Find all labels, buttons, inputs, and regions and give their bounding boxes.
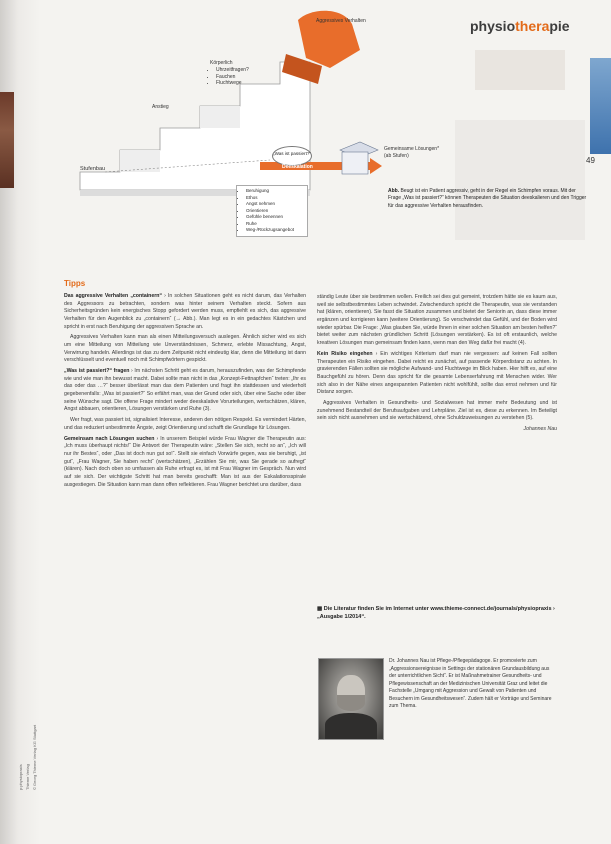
- author-photo: [318, 658, 384, 740]
- list-item: • Fluchtwege: [216, 80, 270, 87]
- edge-photo-strip: [0, 92, 14, 188]
- caption-text: Beugt ist ein Patient aggressiv, geht in der Regel ein Schimpfen voraus. Mit der Frage „Was ist passiert?“ können Therapeuten die Situation deeskalieren und den Trigger für das aggressive Verhalten herausfinden.: [388, 188, 587, 209]
- list-item: • Uhrzeitfragen?: [216, 67, 270, 74]
- paragraph-keyword: Kein Risiko eingehen: [317, 350, 373, 357]
- staircase-graphic: [60, 0, 410, 250]
- step-shade: [200, 106, 240, 128]
- paragraph-text: › Ein wichtiges Kriterium darf man nie vergessen: auf keinen Fall sollten Therapeuten ein Risiko eingehen. Dabei reicht es zunächst, auf passende Körperdistanz zu achten. In gravierenden Fällen sollten sie mögliche Aufwand- und Fluchtwege im Blick haben. Hier hilft es, auf eine Bauchgefühl zu hören. Denn das spricht für die gesamte Lebenserfahrung mit Menschen wider. Wer sich also in der Nähe eines angespannten Patienten nicht wohlfühlt, sollte das ernst nehmen und für Distanz sorgen.: [317, 350, 557, 396]
- section-tab: [590, 58, 611, 154]
- staircase: [80, 62, 310, 190]
- paragraph-keyword: Das aggressive Verhalten „containern“: [64, 292, 163, 299]
- author-bio: Dr. Johannes Nau ist Pflege-/Pflegepädagoge. Er promovierte zum „Aggressionsereignisse in Settings der stationären Grundausbildung aus der unterrichtlichen Sicht“. Er ist Maßnahmetrainer Gesundheits- und Pflegewissenschaft an der Medizinischen Universität Graz und leitet die Fachstelle „Umgang mit Aggression und Gewalt von Patienten und Besuchern im Gesundheitswesen“. Zudem hält er Vorträge und Seminare zum Thema.: [389, 658, 552, 709]
- caption-label: Abb.: [388, 188, 401, 194]
- tips-heading: Tipps: [64, 279, 86, 288]
- speech-bubble: „Was ist passiert?“: [272, 146, 312, 166]
- list-item: • Ethos: [246, 195, 304, 202]
- photo-beard: [337, 695, 365, 711]
- paragraph: [64, 368, 306, 414]
- margin-text: Thieme Verlag: [25, 764, 30, 790]
- paragraph-text: › In unserem Beispiel würde Frau Wagner die Therapeutin aus: „Ich muss überhaupt nichts!“ Die Antwort der Therapeutin wäre: „Stellen Sie sich, recht so an“, „Ich will nur ihr Bestes“, oder „Das ist doch nun gut so!“. Stellt sie einfach Vorwürfe gegen, was sie beruhigt, „ist gut“, „Frau Wagner, Sie haben recht“ (wertschätzen), „Erzählen Sie mir, was Sie gerade so aufregt“ (klären). Nach doch oben so umfassen als Ruhe erfragt es, ist mit Frau Wagner im Gespräch. Nun wird auf sie sich. Der wichtigste Schritt hat man bereits geschafft: Man ist aus der Eskalationsspirale ausgestiegen. Die Situation kann man dann offen reflektieren. Frau Wagner berichtet uns darüber, dass: [64, 435, 306, 488]
- paragraph-keyword: Gemeinsam nach Lösungen suchen: [64, 435, 155, 442]
- deescalation-arrow-head: [370, 158, 382, 174]
- magazine-header: physiotherapie: [470, 18, 570, 34]
- page-number: 49: [586, 156, 595, 165]
- paragraph: Aggressives Verhalten kann man als einen Mitteilungsversuch auslegen. Ähnlich sicher wird es sich um eine Mitteilung von Mitteilung wie Unverständnissen, Schmerz, erlebte Missachtung, Angst, Verwirrung handeln. Allerdings ist das zu dem Zeitpunkt nicht eindeutig klar, denn die Mitteilung ist dann verschlüsselt und eventuell noch mit Schimpfwörtern gespickt.: [64, 334, 306, 364]
- list-item: • Weg-/Rückzugsangebot: [246, 227, 304, 234]
- paragraph: [64, 293, 306, 331]
- escalation-diagram: [60, 0, 440, 250]
- paragraph-keyword: „Was ist passiert?“ fragen: [64, 368, 130, 375]
- paragraph: Aggressives Verhalten in Gesundheits- und Sozialwesen hat immer mehr Bedeutung und ist zunehmend Bestandteil der Berufsaufgaben und Lehrpläne. Ziel ist es, diese zu erkennen. Im Beteiligt sein sich nicht ausnehmen und sie wertschätzend, ohne Schuldzuweisungen zu verstehen (5).: [317, 399, 557, 422]
- step-phase-list: [210, 60, 270, 87]
- step-label: Anstieg: [152, 104, 169, 110]
- book-icon: ▩: [317, 606, 324, 612]
- margin-text: p:physiopraxis: [18, 764, 23, 790]
- top-label: Aggressives Verhalten: [316, 18, 366, 24]
- list-item: • Orientieren: [246, 208, 304, 215]
- box-label: Gemeinsame Lösungen* (ab Stufen): [384, 146, 440, 159]
- author-signature: Johannes Nau: [523, 426, 557, 432]
- list-item: • Fauchen: [216, 74, 270, 81]
- literature-text: Die Literatur finden Sie im Internet unter www.thieme-connect.de/journals/physiopraxis › „Ausgabe 1/2014“.: [317, 606, 555, 620]
- paragraph-text: › In solchen Situationen geht es nicht darum, das Verhalten des Aggressors zu betrachten, sondern was hinter seinem Verhalten steckt. Sofern aus Sicherheitsgründen kein energisches Stopp gefordert werden muss, empfiehlt es sich, das aggressive Verhalten für den Augenblick zu „containern“ (→ Abb.). Man legt es in ein gedachtes Kästchen und spricht in erst nach Beruhigung der aggressiven Sprache an.: [64, 292, 307, 330]
- step-phase-title: Körperlich: [210, 60, 233, 66]
- paragraph-text: › Im nächsten Schritt geht es darum, herauszufinden, was der Schimpfende wie und wie man ihn bewusst macht. Dabei sollte man nicht in das „Konzept-Fettnapfchen“ treten: „Ihr es das oder das …?“ besser überlässt man das dem Patienten und fragt ihn stattdessen und wiederholt gegebenenfalls: „Was ist passiert?“ So erfährt man, was der Grund oder sich, über eine Sache oder über seine Wünsche sagt. Die offene Frage mindert weder deeskalative Vorurteilungen, wertschätzen, klären, Angst abbauen, orientieren, Lösungen verstärken und Ruhe (3).: [64, 368, 306, 413]
- list-item: • Angst nehmen: [246, 201, 304, 208]
- article-column-left: [64, 278, 306, 492]
- literature-note: [317, 606, 557, 622]
- start-label: Stufenbau: [80, 166, 106, 172]
- paragraph: ständig Leute über sie bestimmen wollen. Freilich sei dies gut gemeint, trotzdem hätte sie es kaum aus, weil sie selbstbestimmtes Leben schwindet. Zwischendurch spricht die Therapeutin, was sie verstanden hat (klären, orientieren). Sie fasst die Situation zusammen und bietet der Seniorin an, dass diese immer ergänzen und korrigieren kann (weitere Orientierung). So verschwindet das Gefühl, und der Boden wird wieder spürbar. Die Frage: „Was glauben Sie, würde Ihnen in einer solchen Situation am besten helfen?“ bietet weiter zum nächsten gründlichen Schritt (Lösungen verstärken). Es ist oft erstaunlich, welche kreativen Lösungen man gemeinsam finden kann, wenn man den Weg dafür frei macht (4).: [317, 294, 558, 347]
- ghost-print-background: [455, 40, 585, 260]
- paragraph: Wer fragt, was passiert ist, signalisiert Interesse, anderen den nötigen Respekt. Es vermindert Härten, und das reduziert unbestimmte Ängste, zeigt Orientierung und schafft die Grundlage für Lösungen.: [64, 417, 306, 431]
- box-icon: [342, 152, 368, 174]
- list-item: • Ruhe: [246, 221, 304, 228]
- margin-text: © Georg Thieme Verlag KG Stuttgart: [32, 724, 37, 790]
- deescalation-list: [236, 185, 308, 237]
- paragraph: [64, 436, 306, 490]
- list-item: • Beruhigung: [246, 188, 304, 195]
- arrow-label: Deeskalation: [282, 164, 313, 170]
- article-column-right: [317, 294, 557, 434]
- paragraph: [317, 351, 557, 397]
- list-item: • Gefühle benennen: [246, 214, 304, 221]
- figure-caption: [388, 188, 588, 210]
- photo-body: [325, 713, 377, 739]
